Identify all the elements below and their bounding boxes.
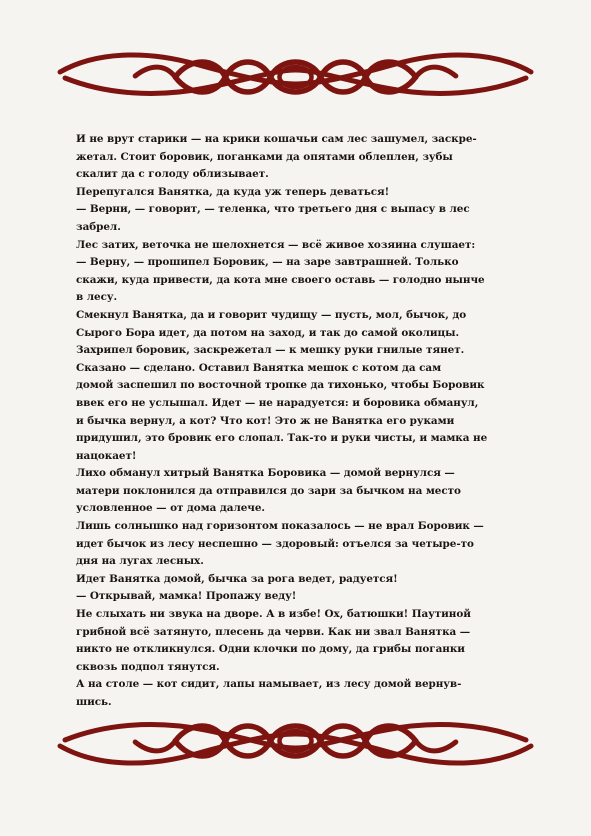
text-line: никто не откликнулся. Одни клочки по дому, да грибы поганки [76,643,465,656]
text-line: — Верну, — прошипел Боровик, — на заре завтрашней. Только [76,256,459,269]
text-line: в лесу. [76,291,118,304]
text-line: придушил, это бровик его слопал. Так-то и руки чисты, и мамка не [76,432,488,445]
text-line: — Верни, — говорит, — теленка, что третьего дня с выпасу в лес [76,203,470,216]
text-line: Захрипел боровик, заскрежетал — к мешку руки гнилые тянет. [76,344,465,357]
text-line: И не врут старики — на крики кошачьи сам лес зашумел, заскре- [76,133,477,145]
text-line: — Открывай, мамка! Пропажу веду! [76,590,297,603]
text-line: Сырого Бора идет, да потом на заход, и так до самой околицы. [76,326,460,339]
text-line: условленное — от дома далече. [76,502,265,515]
celtic-knot-border-top-icon [55,42,536,112]
text-line: идет бычок из лесу неспешно — здоровый: отъелся за четыре-то [76,537,474,550]
text-line: А на столе — кот сидит, лапы намывает, из лесу домой вернув- [76,678,462,691]
text-line: сквозь подпол тянутся. [76,660,220,673]
text-line: Не слыхать ни звука на дворе. А в избе! Ох, батюшки! Паутиной [76,608,471,621]
text-line: и бычка вернул, а кот? Что кот! Это ж не Ванятка его руками [76,414,455,427]
text-line: Лишь солнышко над горизонтом показалось — не врал Боровик — [76,520,484,533]
text-line: скажи, куда привести, да кота мне своего оставь — голодно нынче [76,273,485,286]
text-line: Лес затих, веточка не шелохнется — всё живое хозяина слушает: [76,238,476,251]
text-line: дня на лугах лесных. [76,555,204,568]
celtic-knot-border-bottom-icon [55,706,536,776]
text-line: домой заспешил по восточной тропке да тихонько, чтобы Боровик [76,379,485,392]
text-line: матери поклонился да отправился до зари за бычком на место [76,484,461,497]
text-line: Смекнул Ванятка, да и говорит чудищу — пусть, мол, бычок, до [76,308,467,321]
text-line: ввек его не услышал. Идет — не нарадуется: и боровика обманул, [76,396,479,409]
text-line: скалит да с голоду облизывает. [76,168,269,181]
text-line: жетал. Стоит боровик, поганками да опятами облеплен, зубы [76,150,453,163]
text-line: Перепугался Ванятка, да куда уж теперь деваться! [76,185,390,198]
text-line: Идет Ванятка домой, бычка за рога ведет, радуется! [76,572,398,585]
text-line: забрел. [76,220,121,233]
text-line: Сказано — сделано. Оставил Ванятка мешок с котом да сам [76,361,442,374]
text-line: Лихо обманул хитрый Ванятка Боровика — домой вернулся — [76,467,455,480]
text-line: грибной всё затянуто, плесень да черви. Как ни звал Ванятка — [76,625,471,638]
text-line: шись. [76,696,112,708]
text-line: нацокает! [76,449,137,462]
story-text [76,131,516,712]
